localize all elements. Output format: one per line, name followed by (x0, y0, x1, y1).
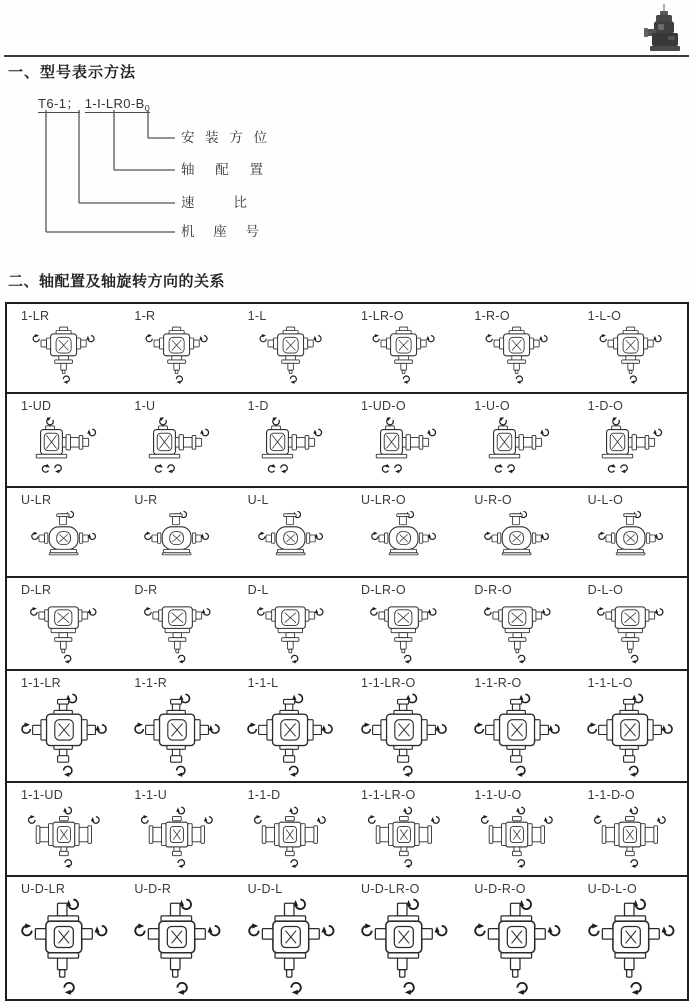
config-label: 1-U (134, 399, 156, 413)
config-cell (460, 488, 573, 576)
gearbox-drawing (347, 320, 460, 392)
config-cell (347, 877, 460, 999)
gearbox-drawing (7, 410, 120, 486)
config-label: 1-U-O (474, 399, 510, 413)
config-cell (574, 578, 687, 669)
config-label: D-LR-O (361, 583, 406, 597)
config-cell (574, 488, 687, 576)
config-label: 1-R (134, 309, 156, 323)
config-label: D-R (134, 583, 158, 597)
config-label: U-D-L (247, 882, 283, 896)
gearbox-drawing (234, 410, 347, 486)
config-label: 1-1-L (247, 676, 279, 690)
config-row (7, 669, 687, 781)
config-cell (234, 877, 347, 999)
config-cell (120, 578, 233, 669)
config-cell (347, 671, 460, 781)
config-label: U-L (247, 493, 269, 507)
config-label: 1-1-U (134, 788, 168, 802)
config-cell (120, 488, 233, 576)
header-divider (4, 55, 689, 57)
config-cell (347, 394, 460, 486)
gearbox-drawing (7, 799, 120, 875)
config-cell (574, 783, 687, 875)
gearbox-drawing (460, 687, 573, 781)
gearbox-drawing (460, 320, 573, 392)
gearbox-drawing (120, 893, 233, 999)
section2-title: 二、轴配置及轴旋转方向的关系 (8, 273, 226, 290)
gearbox-drawing (574, 594, 687, 669)
config-label: 1-R-O (474, 309, 510, 323)
config-cell (347, 304, 460, 392)
gearbox-photo-icon (643, 4, 685, 54)
config-cell (574, 304, 687, 392)
gearbox-drawing (120, 504, 233, 576)
section1-title: 一、型号表示方法 (8, 64, 137, 81)
callout-shaft-configuration: 轴配置 (181, 162, 263, 177)
config-cell (7, 877, 120, 999)
config-row (7, 304, 687, 392)
config-cell (234, 394, 347, 486)
config-label: U-LR (21, 493, 52, 507)
config-row (7, 781, 687, 875)
gearbox-drawing (574, 410, 687, 486)
config-label: 1-1-LR (21, 676, 62, 690)
config-cell (234, 578, 347, 669)
config-label: D-L-O (587, 583, 624, 597)
gearbox-drawing (347, 594, 460, 669)
gearbox-drawing (120, 410, 233, 486)
config-label: 1-D (247, 399, 269, 413)
gearbox-drawing (120, 799, 233, 875)
gearbox-drawing (574, 893, 687, 999)
config-cell (460, 877, 573, 999)
gearbox-drawing (234, 504, 347, 576)
config-cell (234, 671, 347, 781)
config-cell (120, 877, 233, 999)
gearbox-drawing (7, 594, 120, 669)
config-label: U-LR-O (361, 493, 406, 507)
config-label: 1-D-O (587, 399, 624, 413)
config-label: 1-UD-O (361, 399, 406, 413)
config-row (7, 576, 687, 669)
gearbox-drawing (234, 320, 347, 392)
config-label: D-R-O (474, 583, 512, 597)
gearbox-drawing (347, 410, 460, 486)
config-cell (234, 783, 347, 875)
config-cell (7, 671, 120, 781)
gearbox-drawing (460, 504, 573, 576)
config-cell (347, 578, 460, 669)
config-label: 1-1-UD (21, 788, 64, 802)
config-label: 1-1-L-O (587, 676, 633, 690)
config-label: 1-1-R (134, 676, 168, 690)
config-label: 1-LR (21, 309, 50, 323)
gearbox-drawing (574, 504, 687, 576)
config-cell (574, 394, 687, 486)
gearbox-drawing (120, 320, 233, 392)
config-row (7, 392, 687, 486)
config-cell (7, 394, 120, 486)
gearbox-drawing (347, 799, 460, 875)
gearbox-drawing (460, 410, 573, 486)
config-label: 1-L-O (587, 309, 622, 323)
gearbox-drawing (120, 687, 233, 781)
config-cell (120, 783, 233, 875)
gearbox-drawing (347, 504, 460, 576)
config-label: D-L (247, 583, 269, 597)
gearbox-drawing (234, 893, 347, 999)
config-cell (120, 671, 233, 781)
gearbox-drawing (120, 594, 233, 669)
gearbox-drawing (347, 687, 460, 781)
config-cell (7, 783, 120, 875)
config-label: 1-1-U-O (474, 788, 522, 802)
config-cell (460, 578, 573, 669)
config-cell (234, 304, 347, 392)
gearbox-drawing (460, 594, 573, 669)
config-cell (7, 304, 120, 392)
config-label: 1-1-LR-O (361, 788, 416, 802)
config-cell (460, 304, 573, 392)
gearbox-drawing (7, 687, 120, 781)
config-cell (574, 877, 687, 999)
model-config-segment: $1-I-LR0-B_0$ (84, 96, 151, 114)
gearbox-drawing (234, 799, 347, 875)
gearbox-drawing (7, 320, 120, 392)
config-label: 1-1-LR-O (361, 676, 416, 690)
gearbox-drawing (460, 893, 573, 999)
callout-frame-size: 机座号 (181, 224, 259, 239)
config-cell (7, 488, 120, 576)
config-row (7, 486, 687, 576)
gearbox-drawing (234, 687, 347, 781)
config-label: D-LR (21, 583, 52, 597)
config-label: U-D-LR-O (361, 882, 420, 896)
callout-speed-ratio: 速比 (181, 195, 247, 210)
config-label: U-L-O (587, 493, 624, 507)
gearbox-drawing (234, 594, 347, 669)
model-subscript: 0 (144, 103, 151, 114)
config-label: 1-UD (21, 399, 52, 413)
config-cell (460, 394, 573, 486)
gearbox-drawing (7, 504, 120, 576)
config-row (7, 875, 687, 999)
gearbox-drawing (7, 893, 120, 999)
config-label: 1-1-D (247, 788, 281, 802)
gearbox-drawing (574, 320, 687, 392)
config-label: U-R (134, 493, 158, 507)
config-cell (7, 578, 120, 669)
config-cell (460, 783, 573, 875)
callout-mounting-position: 安装方位 (181, 130, 267, 145)
config-label: U-D-R-O (474, 882, 526, 896)
config-label: 1-LR-O (361, 309, 404, 323)
config-cell (120, 394, 233, 486)
config-label: U-R-O (474, 493, 512, 507)
config-table (5, 302, 689, 1001)
gearbox-drawing (574, 687, 687, 781)
config-label: U-D-L-O (587, 882, 637, 896)
config-cell (460, 671, 573, 781)
gearbox-drawing (460, 799, 573, 875)
gearbox-drawing (574, 799, 687, 875)
config-label: 1-L (247, 309, 267, 323)
config-cell (347, 783, 460, 875)
config-cell (234, 488, 347, 576)
config-cell (574, 671, 687, 781)
config-cell (120, 304, 233, 392)
gearbox-drawing (347, 893, 460, 999)
config-label: 1-1-R-O (474, 676, 522, 690)
config-label: U-D-R (134, 882, 172, 896)
model-frame-segment: T6-1； (38, 96, 80, 111)
config-cell (347, 488, 460, 576)
config-label: 1-1-D-O (587, 788, 635, 802)
config-label: U-D-LR (21, 882, 66, 896)
